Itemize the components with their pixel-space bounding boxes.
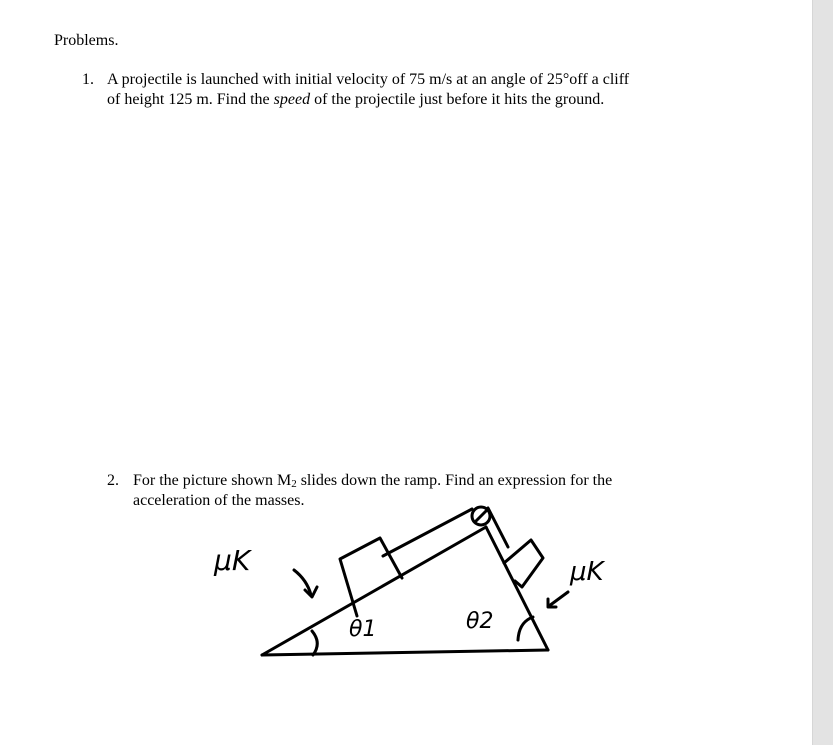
- scrollbar-gutter[interactable]: [812, 0, 833, 745]
- friction-label-left: μK: [214, 544, 251, 577]
- rope-right: [488, 508, 508, 547]
- problem-text: [107, 70, 629, 110]
- problem-line: A projectile is launched with initial velocity of 75 m/s at an angle of 25°off a cliff: [107, 71, 630, 88]
- right-incline: [486, 527, 548, 650]
- right-angle-arc: [518, 617, 533, 640]
- right-arrow-icon: [548, 592, 568, 607]
- mass-subscript: 2: [291, 478, 297, 490]
- ramp-diagram: [200, 500, 640, 670]
- problem-line-start: For the picture shown M: [133, 472, 292, 489]
- problem-number: 1.: [82, 71, 94, 88]
- ground-line: [262, 650, 548, 655]
- left-angle-arc: [312, 631, 317, 655]
- right-block: [504, 540, 543, 587]
- problem-line: [133, 471, 612, 491]
- problem-line-end: slides down the ramp. Find an expression for the: [296, 472, 613, 489]
- problem-line-end: of the projectile just before it hits the ground.: [310, 91, 605, 108]
- emphasis-speed: speed: [273, 91, 311, 108]
- friction-label-right: μK: [570, 557, 604, 587]
- angle-label-right: θ2: [466, 609, 494, 634]
- angle-label-left: θ1: [349, 617, 377, 642]
- problem-line-start: of height 125 m. Find the: [107, 91, 274, 108]
- page-heading: Problems.: [54, 32, 119, 49]
- rope-left: [383, 509, 472, 556]
- problem-number: 2.: [107, 472, 119, 489]
- problem-line: acceleration of the masses.: [133, 492, 305, 509]
- left-arrow-icon: [294, 570, 317, 597]
- problem-line: [107, 90, 629, 110]
